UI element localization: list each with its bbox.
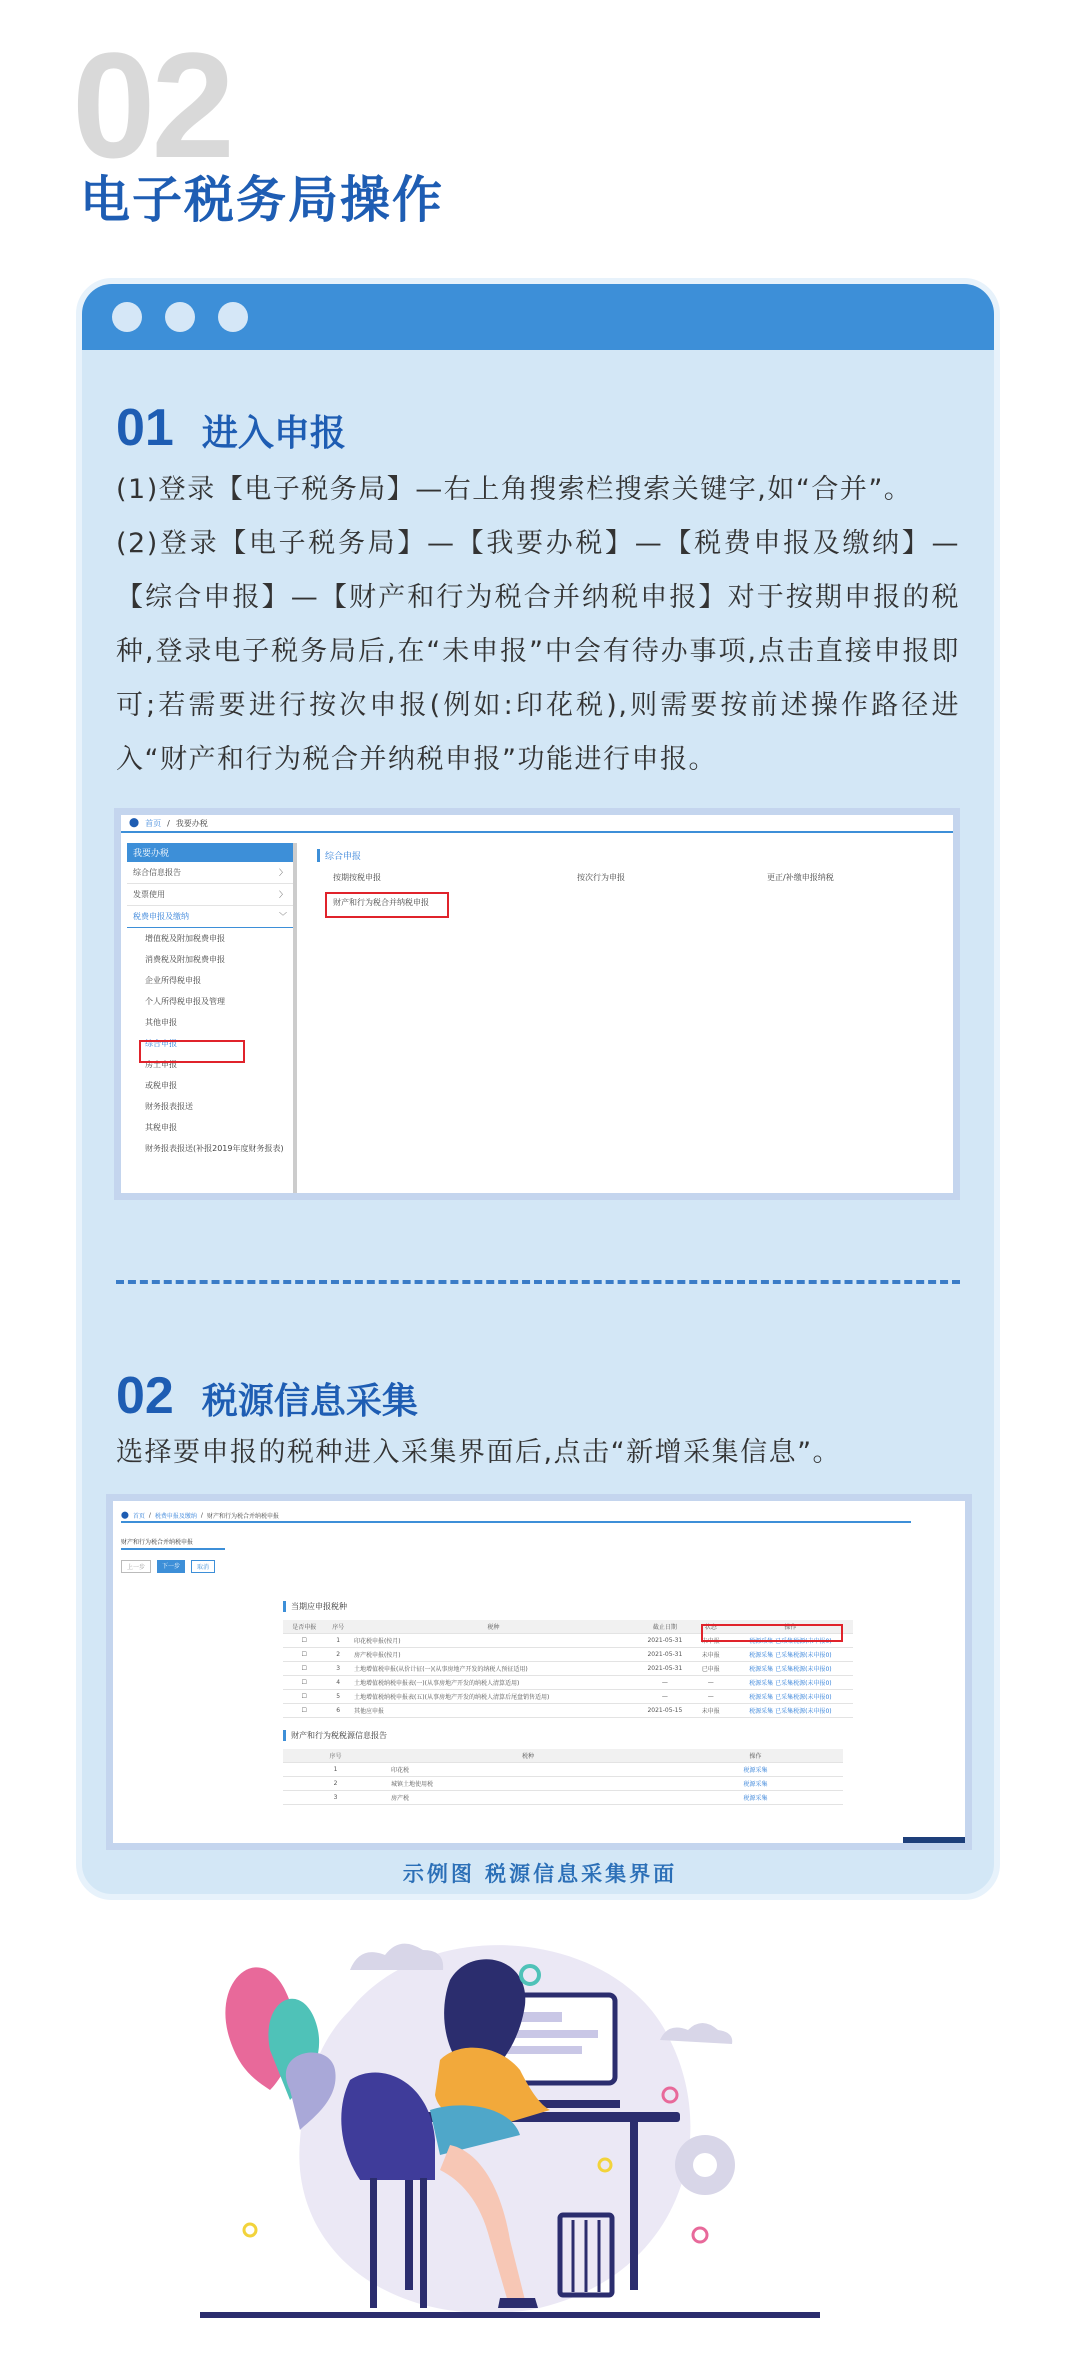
sub-menu-item[interactable]: 财务报表报送 bbox=[145, 1102, 193, 1111]
declare-link-property-behavior[interactable]: 财产和行为税合并纳税申报 bbox=[333, 898, 429, 907]
cell: 2021-05-15 bbox=[636, 1704, 694, 1718]
cell: 土地增值税纳税申报表(五)(从事房地产开发的纳税人清算后尾盘销售适用) bbox=[351, 1690, 636, 1704]
sidebar-item[interactable]: 发票使用 〉 bbox=[127, 884, 293, 906]
decor-circle bbox=[693, 2228, 707, 2242]
cell: 未申报 bbox=[694, 1648, 728, 1662]
breadcrumb-mid[interactable]: 税费申报及缴纳 bbox=[154, 1512, 197, 1520]
button-row bbox=[121, 1560, 965, 1573]
sub-menu-item[interactable]: 消费税及附加税费申报 bbox=[145, 955, 225, 964]
table-row bbox=[283, 1704, 853, 1718]
breadcrumb-separator: / bbox=[200, 1511, 203, 1519]
collect-link[interactable]: 税源采集 bbox=[743, 1767, 768, 1774]
breadcrumb-separator: / bbox=[167, 818, 170, 828]
breadcrumb-separator: / bbox=[148, 1511, 151, 1519]
chevron-down-icon: ﹀ bbox=[279, 912, 287, 921]
cell: — bbox=[694, 1676, 728, 1690]
cell: 3 bbox=[325, 1662, 350, 1676]
section-title: 进入申报 bbox=[201, 413, 346, 454]
collected-link[interactable]: 已采集税源(未申报0) bbox=[775, 1708, 832, 1715]
declare-link[interactable]: 更正/补缴申报纳税 bbox=[767, 873, 834, 882]
sub-menu-item-active[interactable]: 综合申报 bbox=[145, 1039, 177, 1048]
cell: 印花税申报(按月) bbox=[351, 1634, 636, 1648]
checkbox[interactable]: ☐ bbox=[301, 1637, 307, 1644]
checkbox[interactable]: ☐ bbox=[301, 1693, 307, 1700]
table1-title: 当期应申报税种 bbox=[283, 1601, 853, 1612]
sidebar-item-expanded[interactable]: 税费申报及缴纳 ﹀ bbox=[127, 906, 293, 928]
chevron-right-icon: 〉 bbox=[279, 868, 287, 877]
sub-menu-item[interactable]: 其他申报 bbox=[145, 1018, 177, 1027]
cell: 印花税 bbox=[388, 1763, 668, 1777]
table-row bbox=[283, 1763, 843, 1777]
cell: 6 bbox=[325, 1704, 350, 1718]
table-row bbox=[283, 1690, 853, 1704]
screenshot-collection bbox=[106, 1494, 972, 1850]
col-header: 是否申报 bbox=[283, 1620, 325, 1634]
col-header: 操作 bbox=[668, 1749, 843, 1763]
section-header-1 bbox=[116, 398, 346, 458]
window-dot-icon bbox=[165, 302, 195, 332]
cell: — bbox=[636, 1676, 694, 1690]
sidebar-item[interactable]: 综合信息报告 〉 bbox=[127, 862, 293, 884]
cell: 城镇土地使用税 bbox=[388, 1777, 668, 1791]
checkbox[interactable]: ☐ bbox=[301, 1651, 307, 1658]
sub-menu-item[interactable]: 或税申报 bbox=[145, 1081, 177, 1090]
floor-line bbox=[200, 2312, 820, 2318]
section-header-2 bbox=[116, 1366, 418, 1426]
paragraph: (2)登录【电子税务局】—【我要办税】—【税费申报及缴纳】—【综合申报】—【财产和行为税合并纳税申报】对于按期申报的税种,登录电子税务局后,在“未申报”中会有待办事项,点击直接申报即可;若需要进行按次申报(例如:印花税),则需要按前述操作路径进入“财产和行为税合并纳税申报”功能进行申报。 bbox=[116, 528, 960, 775]
cancel-button[interactable]: 取消 bbox=[191, 1560, 215, 1573]
highlight-box bbox=[139, 1040, 245, 1063]
tab-active[interactable]: 财产和行为税合并纳税申报 bbox=[121, 1537, 225, 1550]
col-header: 状态 bbox=[694, 1620, 728, 1634]
next-step-button[interactable]: 下一步 bbox=[157, 1560, 185, 1573]
cell: 2 bbox=[283, 1777, 388, 1791]
table1-section bbox=[283, 1601, 853, 1805]
table-row bbox=[283, 1777, 843, 1791]
chair-leg bbox=[370, 2178, 377, 2308]
paragraph: (1)登录【电子税务局】—右上角搜索栏搜索关键字,如“合并”。 bbox=[116, 474, 913, 505]
breadcrumb-home[interactable]: 首页 bbox=[145, 818, 162, 828]
col-header: 序号 bbox=[325, 1620, 350, 1634]
window-bar bbox=[82, 284, 994, 350]
col-header: 操作 bbox=[728, 1620, 853, 1634]
screenshot-menu bbox=[114, 808, 960, 1200]
cell: — bbox=[694, 1690, 728, 1704]
content-panel bbox=[317, 849, 945, 908]
col-header: 截止日期 bbox=[636, 1620, 694, 1634]
cell: — bbox=[636, 1690, 694, 1704]
breadcrumb-current: 我要办税 bbox=[175, 818, 208, 828]
highlight-box bbox=[701, 1624, 843, 1642]
cell: 2021-05-31 bbox=[636, 1648, 694, 1662]
content-title: 综合申报 bbox=[317, 849, 945, 862]
breadcrumb bbox=[121, 815, 953, 833]
decor-circle bbox=[244, 2224, 256, 2236]
breadcrumb bbox=[121, 1509, 911, 1523]
collect-link[interactable]: 税源采集 bbox=[749, 1708, 774, 1715]
cell: 1 bbox=[283, 1763, 388, 1777]
collect-link[interactable]: 税源采集 bbox=[743, 1781, 768, 1788]
collect-link[interactable]: 税源采集 bbox=[749, 1694, 774, 1701]
collect-link[interactable]: 税源采集 bbox=[749, 1652, 774, 1659]
cell: 未申报 bbox=[694, 1704, 728, 1718]
cell: 1 bbox=[325, 1634, 350, 1648]
col-header: 序号 bbox=[283, 1749, 388, 1763]
chair-leg bbox=[420, 2178, 427, 2308]
table-row bbox=[283, 1662, 853, 1676]
cell: 土地增值税纳税申报表(一)(从事房地产开发的纳税人清算适用) bbox=[351, 1676, 636, 1690]
link-row bbox=[317, 872, 945, 883]
declare-link[interactable]: 按次行为申报 bbox=[577, 873, 625, 882]
table-header-row bbox=[283, 1749, 843, 1763]
cell: 2021-05-31 bbox=[636, 1634, 694, 1648]
location-icon: ⬤ bbox=[121, 1511, 129, 1519]
window-dot-icon bbox=[218, 302, 248, 332]
cell: 土地增值税申报(从价计征(一)(从事房地产开发的纳税人预征适用) bbox=[351, 1662, 636, 1676]
sub-menu-item[interactable]: 企业所得税申报 bbox=[145, 976, 201, 985]
office-worker-illustration bbox=[200, 1920, 820, 2330]
scroll-indicator bbox=[903, 1837, 965, 1843]
table2 bbox=[283, 1749, 843, 1805]
cell: 2021-05-31 bbox=[636, 1662, 694, 1676]
page-title: 电子税务局操作 bbox=[80, 171, 444, 229]
sidebar bbox=[127, 843, 297, 1198]
figure-caption: 示例图 税源信息采集界面 bbox=[402, 1862, 678, 1886]
section-title: 税源信息采集 bbox=[201, 1381, 418, 1422]
cell: 房产税申报(按月) bbox=[351, 1648, 636, 1662]
cloud-icon bbox=[350, 1944, 443, 1970]
desk-leg bbox=[630, 2120, 638, 2290]
collected-link[interactable]: 已采集税源(未申报0) bbox=[775, 1666, 832, 1673]
big-number: 02 bbox=[72, 21, 231, 189]
declare-link[interactable]: 按期按税申报 bbox=[333, 873, 381, 882]
prev-step-button[interactable]: 上一步 bbox=[121, 1560, 151, 1573]
cloud-icon bbox=[660, 2023, 732, 2044]
table2-title: 财产和行为税税源信息报告 bbox=[283, 1730, 853, 1741]
collected-link[interactable]: 已采集税源(未申报0) bbox=[775, 1694, 832, 1701]
collected-link[interactable]: 已采集税源(未申报0) bbox=[775, 1638, 832, 1645]
table-row bbox=[283, 1648, 853, 1662]
sub-menu-item[interactable]: 增值税及附加税费申报 bbox=[145, 934, 225, 943]
chevron-right-icon: 〉 bbox=[279, 890, 287, 899]
collect-link[interactable]: 税源采集 bbox=[749, 1666, 774, 1673]
location-icon: ⬤ bbox=[129, 818, 140, 828]
highlight-box bbox=[325, 892, 449, 918]
cell: 4 bbox=[325, 1676, 350, 1690]
breadcrumb-home[interactable]: 首页 bbox=[132, 1512, 145, 1520]
table-row bbox=[283, 1676, 853, 1690]
collect-link[interactable]: 税源采集 bbox=[743, 1795, 768, 1802]
sub-menu-item[interactable]: 其税申报 bbox=[145, 1123, 177, 1132]
col-header: 税种 bbox=[351, 1620, 636, 1634]
divider bbox=[116, 1280, 960, 1284]
sub-menu-item[interactable]: 房土申报 bbox=[145, 1060, 177, 1069]
checkbox[interactable]: ☐ bbox=[301, 1707, 307, 1714]
collect-link[interactable]: 税源采集 bbox=[749, 1638, 774, 1645]
cell: 2 bbox=[325, 1648, 350, 1662]
sub-menu-item[interactable]: 个人所得税申报及管理 bbox=[145, 997, 225, 1006]
table-row bbox=[283, 1791, 843, 1805]
cell: 已申报 bbox=[694, 1662, 728, 1676]
cell: 3 bbox=[283, 1791, 388, 1805]
breadcrumb-current: 财产和行为税合并纳税申报 bbox=[206, 1512, 279, 1520]
cell: 其他应申报 bbox=[351, 1704, 636, 1718]
window-dot-icon bbox=[112, 302, 142, 332]
collected-link[interactable]: 已采集税源(未申报0) bbox=[775, 1680, 832, 1687]
sidebar-title: 我要办税 bbox=[127, 843, 293, 862]
section-number: 01 bbox=[116, 399, 174, 457]
cell: 房产税 bbox=[388, 1791, 668, 1805]
paragraph: 选择要申报的税种进入采集界面后,点击“新增采集信息”。 bbox=[116, 1437, 842, 1468]
cell: 未申报 bbox=[694, 1634, 728, 1648]
sub-menu-item[interactable]: 财务报表报送(补报2019年度财务报表) bbox=[145, 1144, 284, 1153]
checkbox[interactable]: ☐ bbox=[301, 1679, 307, 1686]
collected-link[interactable]: 已采集税源(未申报0) bbox=[775, 1652, 832, 1659]
shoe bbox=[498, 2298, 538, 2308]
checkbox[interactable]: ☐ bbox=[301, 1665, 307, 1672]
section-number: 02 bbox=[116, 1367, 174, 1425]
cell: 5 bbox=[325, 1690, 350, 1704]
collect-link[interactable]: 税源采集 bbox=[749, 1680, 774, 1687]
col-header: 税种 bbox=[388, 1749, 668, 1763]
